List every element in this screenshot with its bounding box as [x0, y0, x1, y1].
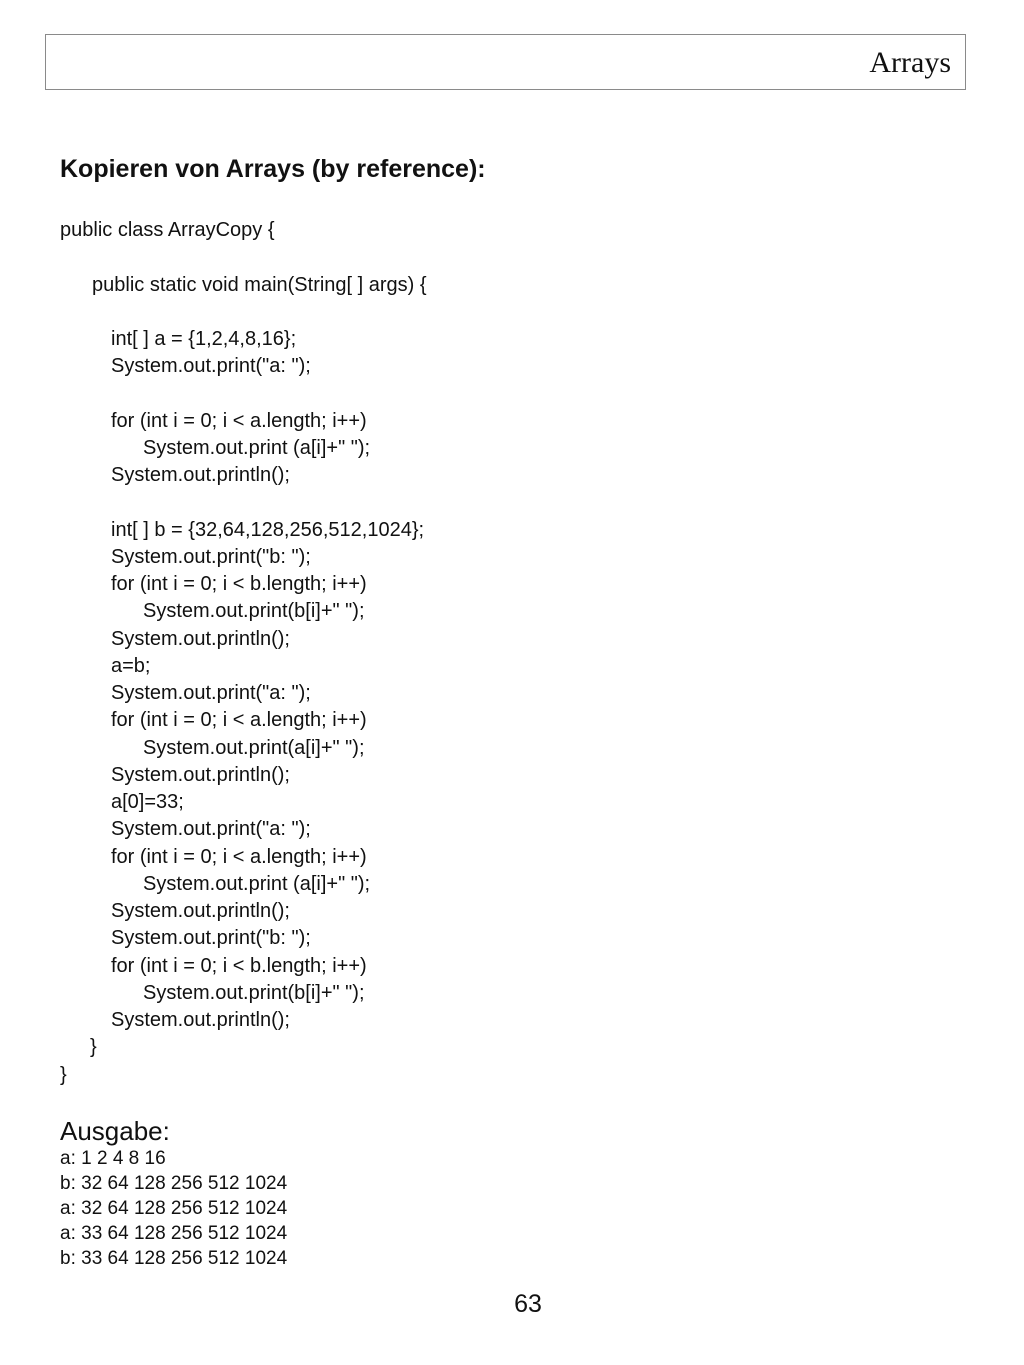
code-line: int[ ] b = {32,64,128,256,512,1024};	[111, 519, 425, 541]
code-line: int[ ] a = {1,2,4,8,16};	[111, 328, 297, 350]
code-line: public static void main(String[ ] args) {	[92, 274, 427, 296]
code-line: System.out.print("a: ");	[111, 682, 311, 704]
code-line: System.out.println();	[111, 900, 290, 922]
code-line: System.out.println();	[111, 764, 290, 786]
code-line: System.out.print(b[i]+" ");	[143, 600, 365, 622]
code-line: System.out.print (a[i]+" ");	[143, 437, 371, 459]
output-line: a: 1 2 4 8 16	[60, 1148, 166, 1169]
code-line: a[0]=33;	[111, 791, 184, 813]
output-line: b: 32 64 128 256 512 1024	[60, 1173, 288, 1194]
page-header	[45, 34, 966, 90]
code-line: System.out.print("b: ");	[111, 927, 311, 949]
code-line: public class ArrayCopy {	[60, 219, 275, 241]
code-line: a=b;	[111, 655, 151, 677]
code-line: for (int i = 0; i < a.length; i++)	[111, 846, 367, 868]
code-line: for (int i = 0; i < a.length; i++)	[111, 410, 367, 432]
code-line: }	[60, 1064, 67, 1086]
output-line: a: 33 64 128 256 512 1024	[60, 1223, 288, 1244]
code-line: for (int i = 0; i < b.length; i++)	[111, 573, 367, 595]
code-line: System.out.println();	[111, 628, 290, 650]
code-line: System.out.print(b[i]+" ");	[143, 982, 365, 1004]
code-line: for (int i = 0; i < b.length; i++)	[111, 955, 367, 977]
code-line: }	[90, 1036, 97, 1058]
output-line: b: 33 64 128 256 512 1024	[60, 1248, 288, 1269]
code-line: System.out.print (a[i]+" ");	[143, 873, 371, 895]
code-line: System.out.print("a: ");	[111, 818, 311, 840]
header-title: Arrays	[869, 46, 951, 79]
code-line: System.out.print(a[i]+" ");	[143, 737, 365, 759]
code-line: System.out.println();	[111, 464, 290, 486]
code-line: System.out.print("a: ");	[111, 355, 311, 377]
code-line: for (int i = 0; i < a.length; i++)	[111, 709, 367, 731]
page-number: 63	[514, 1290, 542, 1318]
output-line: a: 32 64 128 256 512 1024	[60, 1198, 288, 1219]
section-heading: Kopieren von Arrays (by reference):	[60, 155, 486, 183]
output-heading: Ausgabe:	[60, 1116, 170, 1146]
code-line: System.out.println();	[111, 1009, 290, 1031]
code-line: System.out.print("b: ");	[111, 546, 311, 568]
